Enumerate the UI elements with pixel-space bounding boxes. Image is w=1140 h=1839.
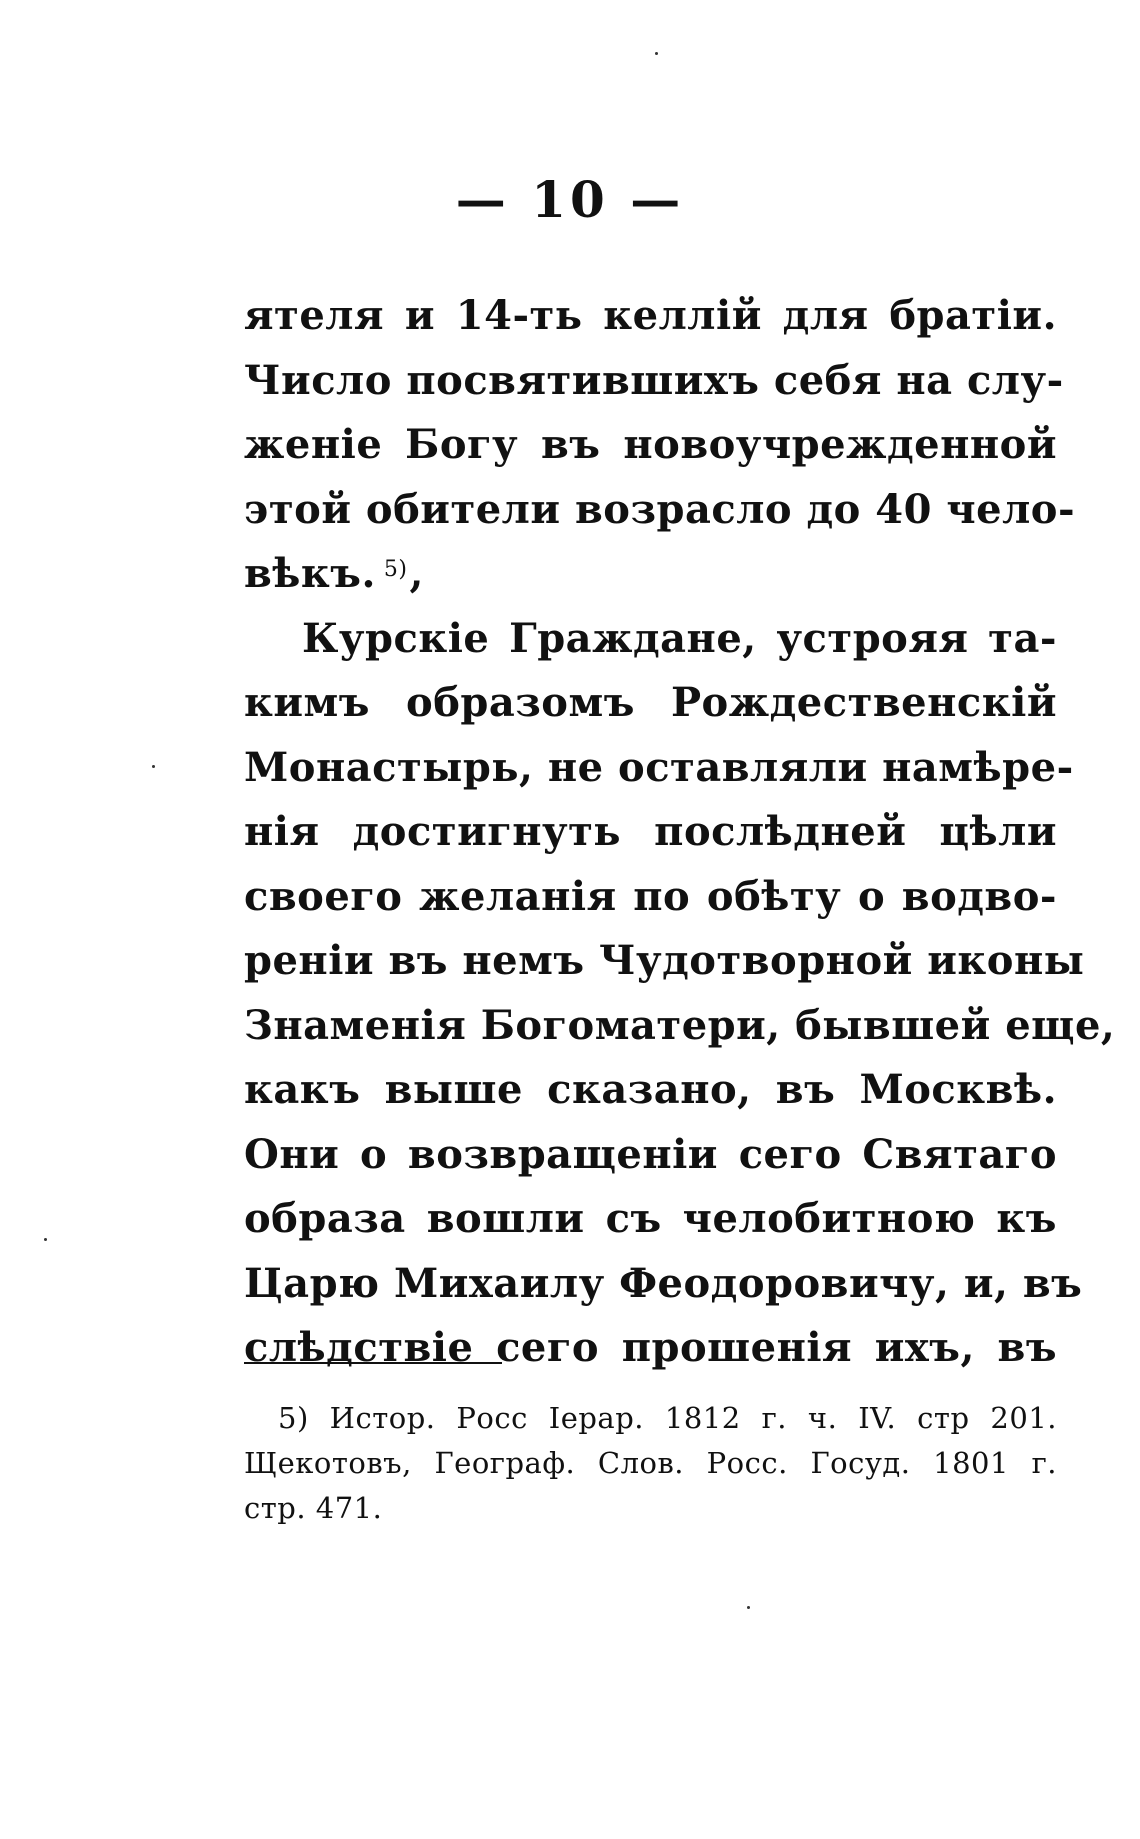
text-line: Они о возвращеніи сего Святаго <box>244 1130 1057 1178</box>
text-line: этой обители возрасло до 40 чело- <box>244 485 1076 533</box>
text-line: слѣдствіе сего прошенія ихъ, въ <box>244 1324 1057 1371</box>
paragraph-start-line: Курскіе Граждане, устрояя та- <box>302 614 1057 662</box>
print-speck <box>655 52 658 55</box>
text-line: образа вошли съ челобитною къ <box>244 1195 1057 1242</box>
text-line: ятеля и 14-ть келлій для братіи. <box>244 292 1057 339</box>
footnote-reference[interactable]: 5) <box>383 557 408 582</box>
print-speck <box>747 1606 750 1609</box>
text-line: кимъ образомъ Рождественскій <box>244 679 1057 726</box>
footnote-line: стр. 471. <box>244 1491 383 1525</box>
text-line: нія достигнуть послѣдней цѣли <box>244 808 1057 855</box>
text-line: Царю Михаилу Феодоровичу, и, въ <box>244 1259 1083 1307</box>
text-line: Знаменія Богоматери, бывшей еще, <box>244 1001 1116 1049</box>
text-line: женіе Богу въ новоучрежденной <box>244 421 1057 468</box>
footnote-line: 5) Истор. Росс Іерар. 1812 г. ч. IV. стр 201. <box>278 1401 1057 1435</box>
print-speck <box>44 1238 47 1241</box>
text-line: реніи въ немъ Чудотворной иконы <box>244 937 1085 984</box>
footnotes <box>244 1396 1057 1531</box>
text-line <box>244 542 1057 607</box>
print-speck <box>152 765 155 768</box>
text-line: своего желанія по обѣту о водво- <box>244 872 1057 920</box>
text-line: какъ выше сказано, въ Москвѣ. <box>244 1066 1057 1113</box>
footnote-separator <box>244 1362 502 1364</box>
body-text <box>244 284 1116 1381</box>
footnote-line: Щекотовъ, Географ. Слов. Росс. Госуд. 1801 г. <box>244 1446 1057 1480</box>
page-number: — 10 — <box>455 170 685 229</box>
text-line: Монастырь, не оставляли намѣре- <box>244 743 1074 791</box>
footnote-reference-trail: , <box>409 550 424 597</box>
text-line: Число посвятившихъ себя на слу- <box>244 356 1064 404</box>
text-line-words: вѣкъ. <box>244 550 376 597</box>
